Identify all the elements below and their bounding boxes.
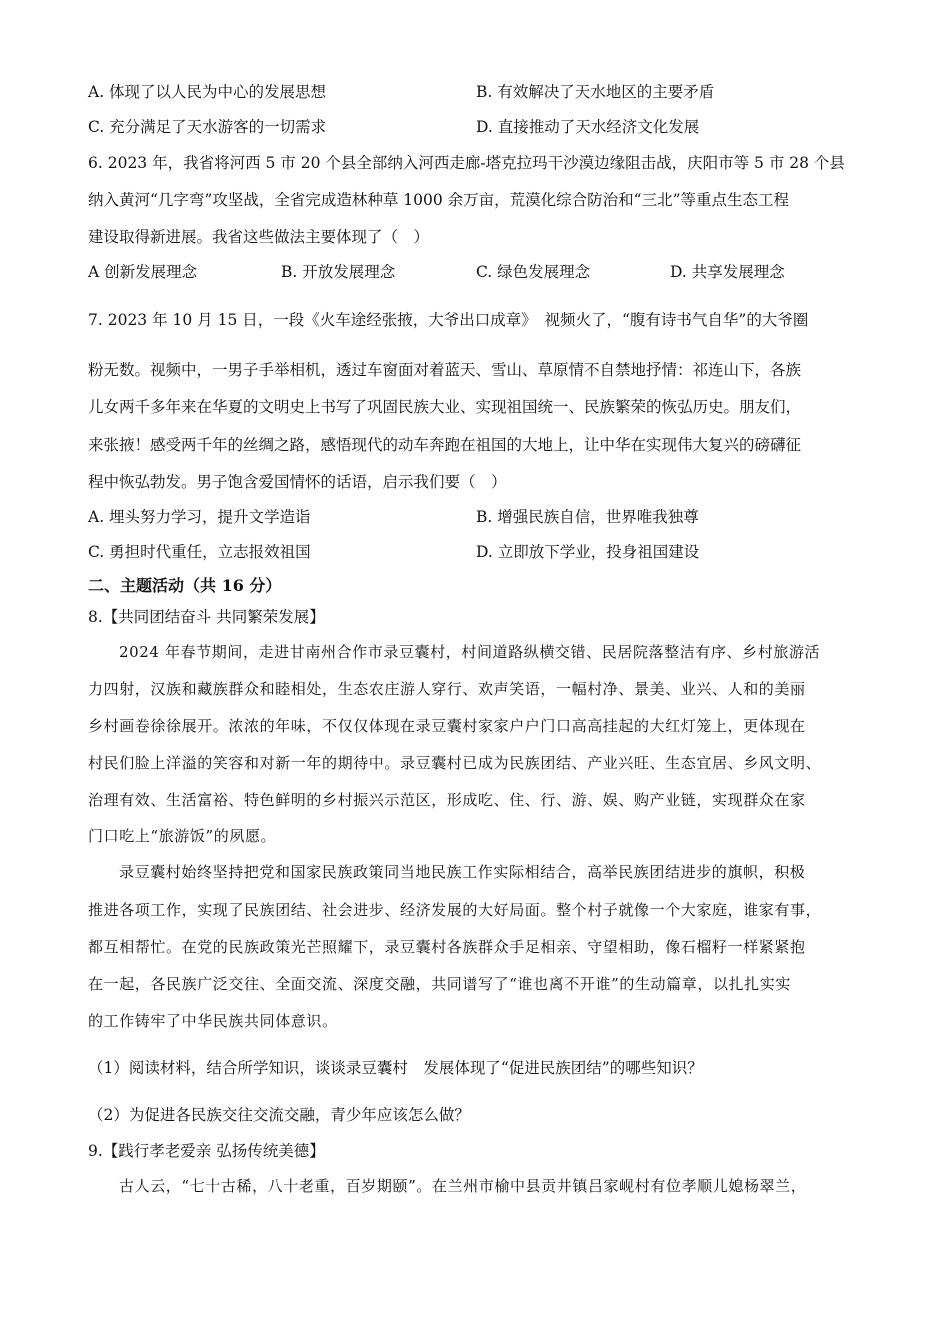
q5-option-b: B. 有效解决了天水地区的主要矛盾 (476, 83, 715, 101)
q8-para2-line-3: 都互相帮忙。在党的民族政策光芒照耀下，录豆囊村各族群众手足相亲、守望相助，像石榴籽一样紧紧抱 (88, 938, 806, 956)
q8-subquestion-2: （2）为促进各民族交往交流交融，青少年应该怎么做？ (88, 1106, 470, 1124)
q8-para1-line-3: 乡村画卷徐徐展开。浓浓的年味，不仅仅体现在录豆囊村家家户户门口高高挂起的大红灯笼上，更体现在 (88, 717, 806, 735)
q5-option-d: D. 直接推动了天水经济文化发展 (476, 118, 700, 136)
q9-para1-line-1: 古人云，“七十古稀，八十老重，百岁期颐”。在兰州市榆中县贡井镇吕家岘村有位孝顺儿媳杨翠兰， (119, 1177, 807, 1195)
q9-heading: 9.【践行孝老爱亲 弘扬传统美德】 (88, 1142, 325, 1160)
q6-stem-line-2: 纳入黄河“几字弯”攻坚战，全省完成造林种草 1000 余万亩，荒漠化综合防治和“三北”等重点生态工程 (88, 191, 789, 209)
q7-stem-line-4: 来张掖！感受两千年的丝绸之路，感悟现代的动车奔跑在祖国的大地上，让中华在实现伟大复兴的磅礴征 (88, 436, 802, 454)
q8-para1-line-2: 力四射，汉族和藏族群众和睦相处，生态农庄游人穿行、欢声笑语，一幅村净、景美、业兴、人和的美丽 (88, 680, 806, 698)
q7-stem-line-3: 儿女两千多年来在华夏的文明史上书写了巩固民族大业、实现祖国统一、民族繁荣的恢弘历史。朋友们， (88, 398, 802, 416)
q8-subquestion-1: （1）阅读材料，结合所学知识，谈谈录豆囊村 发展体现了“促进民族团结”的哪些知识？ (88, 1059, 703, 1077)
q5-option-a: A. 体现了以人民为中心的发展思想 (88, 83, 327, 101)
q8-para2-line-2: 推进各项工作，实现了民族团结、社会进步、经济发展的大好局面。整个村子就像一个大家庭，谁家有事， (88, 901, 822, 919)
q7-stem-line-5: 程中恢弘勃发。男子饱含爱国情怀的话语，启示我们要（ ） (88, 473, 507, 491)
q6-stem-line-1: 6. 2023 年，我省将河西 5 市 20 个县全部纳入河西走廊-塔克拉玛干沙漠边缘阻击战，庆阳市等 5 市 28 个县 (88, 154, 845, 172)
q6-stem-line-3: 建设取得新进展。我省这些做法主要体现了（ ） (88, 228, 430, 246)
section-2-title: 二、主题活动（共 16 分） (88, 576, 282, 595)
q8-para1-line-1: 2024 年春节期间，走进甘南州合作市录豆囊村，村间道路纵横交错、民居院落整洁有序、乡村旅游活 (119, 643, 821, 661)
q7-option-a: A. 埋头努力学习，提升文学造诣 (88, 508, 311, 526)
q8-para1-line-4: 村民们脸上洋溢的笑容和对新一年的期待中。录豆囊村已成为民族团结、产业兴旺、生态宜居、乡风文明、 (88, 754, 822, 772)
q7-stem-line-1: 7. 2023 年 10 月 15 日，一段《火车途经张掖，大爷出口成章》 视频火了，“腹有诗书气自华”的大爷圈 (88, 311, 809, 329)
q8-para1-line-6: 门口吃上“旅游饭”的夙愿。 (88, 827, 277, 845)
q7-option-d: D. 立即放下学业，投身祖国建设 (476, 543, 700, 561)
q5-option-c: C. 充分满足了天水游客的一切需求 (88, 118, 327, 136)
q8-para2-line-5: 的工作铸牢了中华民族共同体意识。 (88, 1012, 338, 1030)
q6-option-c: C. 绿色发展理念 (476, 263, 591, 281)
q8-para2-line-4: 在一起，各民族广泛交往、全面交流、深度交融，共同谱写了“谁也离不开谁”的生动篇章，以扎扎实实 (88, 975, 791, 993)
q7-stem-line-2: 粉无数。视频中，一男子手举相机，透过车窗面对着蓝天、雪山、草原情不自禁地抒情：祁连山下，各族 (88, 361, 802, 379)
q7-option-c: C. 勇担时代重任，立志报效祖国 (88, 543, 311, 561)
q8-para2-line-1: 录豆囊村始终坚持把党和国家民族政策同当地民族工作实际相结合，高举民族团结进步的旗帜，积极 (119, 863, 806, 881)
q8-heading: 8.【共同团结奋斗 共同繁荣发展】 (88, 608, 325, 626)
q8-para1-line-5: 治理有效、生活富裕、特色鲜明的乡村振兴示范区，形成吃、住、行、游、娱、购产业链，实现群众在家 (88, 791, 806, 809)
q6-option-b: B. 开放发展理念 (281, 263, 396, 281)
q7-option-b: B. 增强民族自信，世界唯我独尊 (476, 508, 699, 526)
q6-option-a: A 创新发展理念 (88, 263, 198, 281)
q6-option-d: D. 共享发展理念 (670, 263, 785, 281)
